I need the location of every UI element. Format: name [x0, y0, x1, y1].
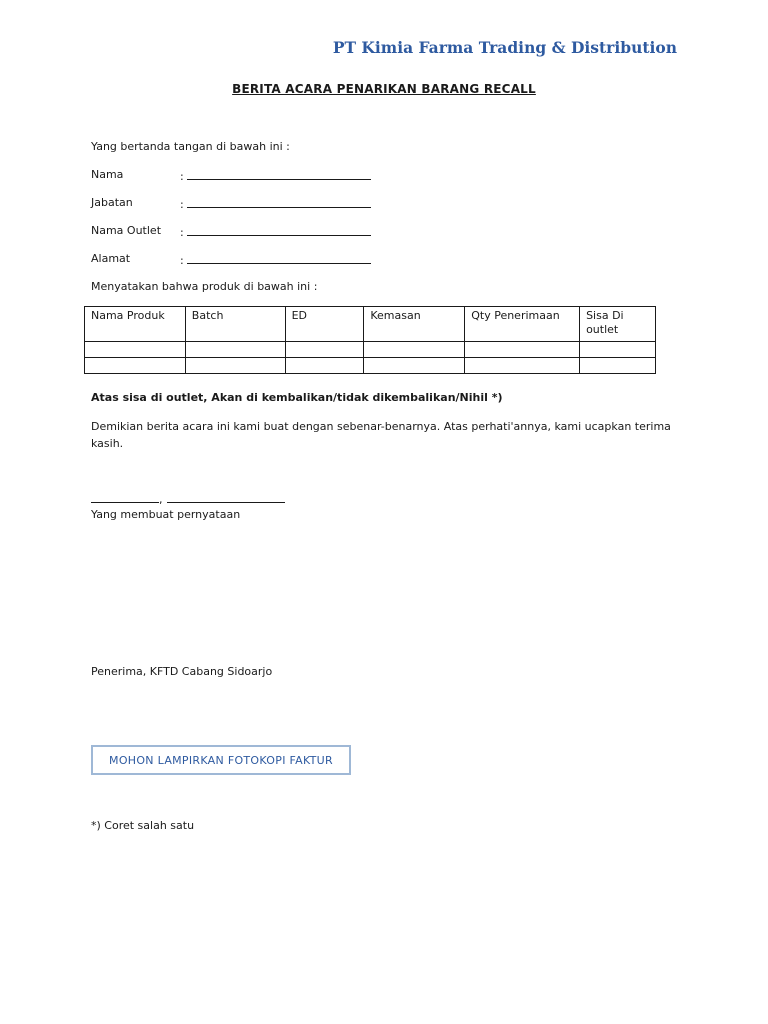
- remaining-note: Atas sisa di outlet, Akan di kembalikan/tidak dikembalikan/Nihil *): [91, 391, 503, 404]
- statement-text: Menyatakan bahwa produk di bawah ini :: [91, 280, 318, 293]
- column-header-sisa-di-outlet: Sisa Di outlet: [580, 307, 656, 342]
- table-cell[interactable]: [285, 358, 364, 374]
- signature-date-line: [167, 492, 285, 503]
- field-nama-outlet: [180, 224, 371, 240]
- closing-paragraph: Demikian berita acara ini kami buat dengan sebenar-benarnya. Atas perhati'annya, kami ucapkan terima kasih.: [91, 420, 671, 450]
- signature-caption: Yang membuat pernyataan: [91, 508, 241, 521]
- footnote-text: *) Coret salah satu: [91, 819, 195, 832]
- table-row: [85, 342, 656, 358]
- notice-box: [91, 745, 351, 775]
- signature-separator: ,: [159, 493, 163, 506]
- field-label-alamat: Alamat: [91, 252, 131, 265]
- table-cell[interactable]: [85, 342, 186, 358]
- table-cell[interactable]: [185, 342, 285, 358]
- table-cell[interactable]: [285, 342, 364, 358]
- column-header-nama-produk: Nama Produk: [85, 307, 186, 342]
- notice-text: MOHON LAMPIRKAN FOTOKOPI FAKTUR: [109, 753, 333, 767]
- company-name: PT Kimia Farma Trading & Distribution: [332, 38, 677, 57]
- column-header-ed: ED: [285, 307, 364, 342]
- signature-place-line: [91, 492, 159, 503]
- intro-text: Yang bertanda tangan di bawah ini :: [91, 140, 290, 153]
- table-row: [85, 358, 656, 374]
- field-label-nama-outlet: Nama Outlet: [91, 224, 162, 237]
- field-line-alamat: [187, 252, 371, 264]
- field-line-nama-outlet: [187, 224, 371, 236]
- table-cell[interactable]: [580, 358, 656, 374]
- table-cell[interactable]: [580, 342, 656, 358]
- field-colon: :: [180, 226, 184, 239]
- column-header-batch: Batch: [185, 307, 285, 342]
- field-line-nama: [187, 168, 371, 180]
- table-cell[interactable]: [185, 358, 285, 374]
- field-label-jabatan: Jabatan: [91, 196, 133, 209]
- receiver-text: Penerima, KFTD Cabang Sidoarjo: [91, 665, 273, 678]
- field-colon: :: [180, 254, 184, 267]
- field-alamat: [180, 252, 371, 268]
- column-header-kemasan: Kemasan: [364, 307, 465, 342]
- column-header-qty-penerimaan: Qty Penerimaan: [465, 307, 580, 342]
- table-cell[interactable]: [85, 358, 186, 374]
- document-title: BERITA ACARA PENARIKAN BARANG RECALL: [232, 82, 536, 96]
- field-label-nama: Nama: [91, 168, 124, 181]
- field-line-jabatan: [187, 196, 371, 208]
- field-colon: :: [180, 198, 184, 211]
- field-jabatan: [180, 196, 371, 212]
- product-table: [84, 306, 656, 374]
- field-colon: :: [180, 170, 184, 183]
- signature-line: [91, 492, 285, 507]
- table-cell[interactable]: [364, 342, 465, 358]
- table-cell[interactable]: [364, 358, 465, 374]
- field-nama: [180, 168, 371, 184]
- table-cell[interactable]: [465, 358, 580, 374]
- table-cell[interactable]: [465, 342, 580, 358]
- table-header-row: [85, 307, 656, 342]
